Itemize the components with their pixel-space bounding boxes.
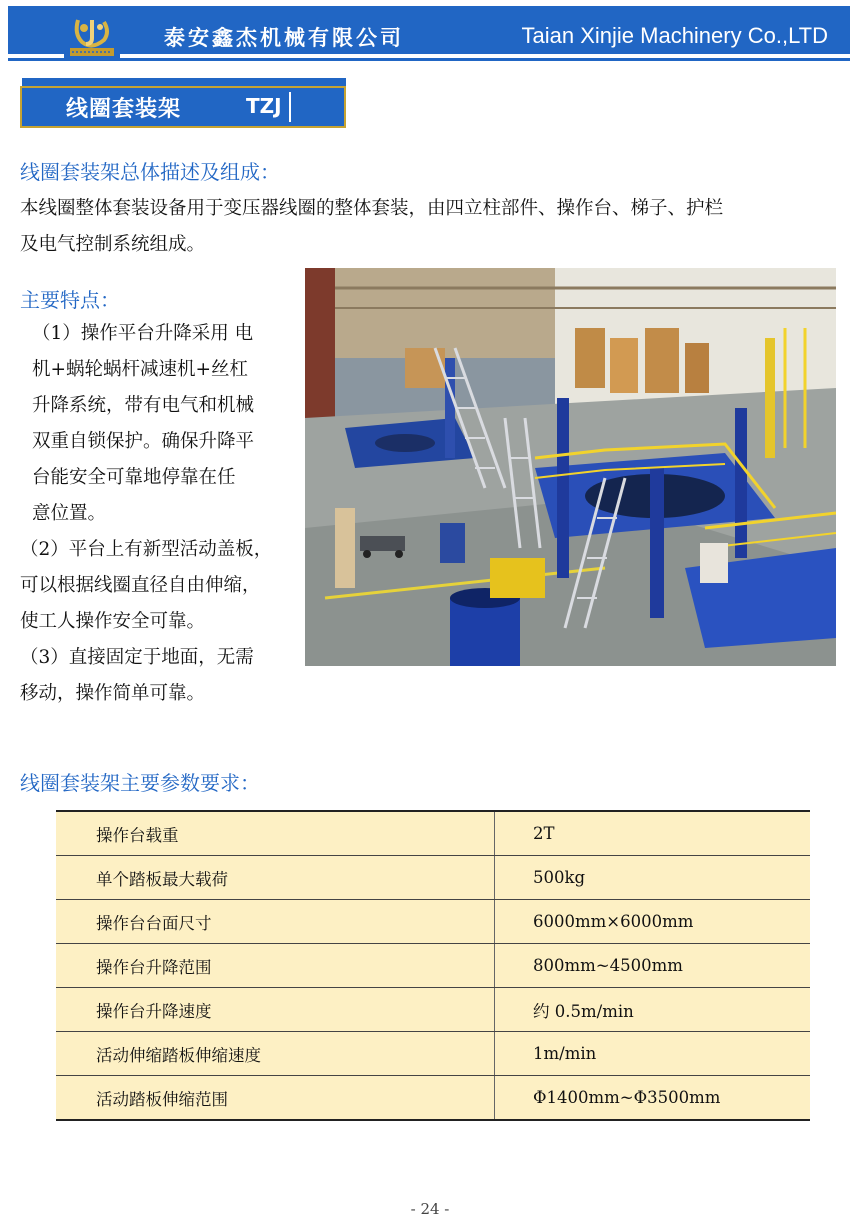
features-line: 可以根据线圈直径自由伸缩， [20, 575, 261, 596]
company-logo [64, 14, 120, 60]
spec-label: 操作台载重 [56, 811, 495, 856]
features-line: （1）操作平台升降采用 电 [32, 323, 254, 344]
spec-label: 操作台升降速度 [56, 988, 495, 1032]
spec-value: Φ1400mm~Φ3500mm [495, 1076, 811, 1121]
table-row [56, 900, 810, 944]
spec-label: 操作台台面尺寸 [56, 900, 495, 944]
table-row [56, 944, 810, 988]
title-cursor-bar [289, 92, 291, 122]
page-number: - 24 - [410, 1200, 450, 1218]
product-code: TZJ [246, 94, 282, 118]
features-line: 升降系统，带有电气和机械 [32, 395, 255, 416]
page-header [8, 6, 850, 54]
spec-label: 操作台升降范围 [56, 944, 495, 988]
company-name-en: Taian Xinjie Machinery Co.,LTD [521, 23, 828, 48]
features-line: 移动，操作简单可靠。 [20, 683, 206, 704]
specs-heading: 线圈套装架主要参数要求： [20, 771, 260, 795]
spec-value: 800mm~4500mm [495, 944, 811, 988]
features-line: 意位置。 [32, 503, 107, 524]
features-paragraph [20, 316, 272, 712]
features-line: 使工人操作安全可靠。 [20, 611, 206, 632]
spec-label: 活动伸缩踏板伸缩速度 [56, 1032, 495, 1076]
factory-scene-illustration [305, 268, 836, 666]
table-row [56, 1032, 810, 1076]
product-title-banner [20, 86, 346, 128]
spec-value: 500kg [495, 856, 811, 900]
table-row [56, 1076, 810, 1121]
product-title: 线圈套装架 [66, 97, 182, 122]
features-line: 双重自锁保护。确保升降平 [32, 431, 255, 452]
overview-paragraph [20, 191, 723, 263]
overview-line: 及电气控制系统组成。 [20, 234, 206, 255]
overview-line: 本线圈整体套装设备用于变压器线圈的整体套装，由四立柱部件、操作台、梯子、护栏 [20, 198, 724, 219]
spec-value: 1m/min [495, 1032, 811, 1076]
title-band [22, 78, 346, 86]
table-row [56, 988, 810, 1032]
overview-heading: 线圈套装架总体描述及组成： [20, 160, 280, 184]
header-divider [8, 58, 850, 61]
spec-table [56, 810, 810, 1121]
spec-value: 6000mm×6000mm [495, 900, 811, 944]
spec-value: 2T [495, 811, 811, 856]
table-row [56, 856, 810, 900]
features-line: 台能安全可靠地停靠在任 [32, 467, 236, 488]
factory-photo [305, 268, 836, 666]
company-name-cn: 泰安鑫杰机械有限公司 [164, 26, 404, 50]
spec-label: 单个踏板最大载荷 [56, 856, 495, 900]
spec-value: 约 0.5m/min [495, 988, 811, 1032]
spec-label: 活动踏板伸缩范围 [56, 1076, 495, 1121]
features-line: 机+蜗轮蜗杆减速机+丝杠 [32, 359, 249, 380]
table-row [56, 811, 810, 856]
features-line: （2）平台上有新型活动盖板， [20, 539, 273, 560]
features-heading: 主要特点： [20, 288, 120, 312]
features-line: （3）直接固定于地面，无需 [20, 647, 254, 668]
